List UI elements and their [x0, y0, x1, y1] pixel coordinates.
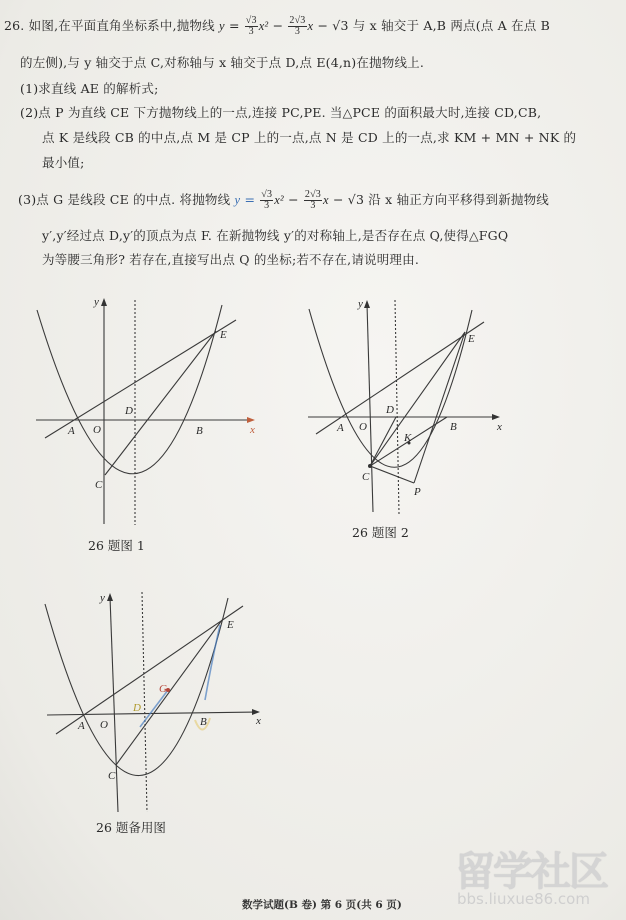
watermark-logo-text: 留学社区	[455, 849, 607, 895]
question-number: 26.	[4, 18, 25, 33]
figure-3-caption: 26 题备用图	[96, 820, 166, 835]
part-3-line-1: (3)点 G 是线段 CE 的中点. 将抛物线 y = $\frac{√3}{3}$ x² − $\frac{2√3}{3}$ x − √3 沿 x 轴正方向平移得到新抛物线	[18, 189, 549, 211]
part-2-line-1: (2)点 P 为直线 CE 下方抛物线上的一点,连接 PC,PE. 当△PCE 的面积最大时,连接 CD,CB,	[20, 105, 542, 120]
figure-1-caption: 26 题图 1	[88, 538, 145, 553]
part-2-line-2: 点 K 是线段 CB 的中点,点 M 是 CP 上的一点,点 N 是 CD 上的一点,求 KM + MN + NK 的	[42, 130, 577, 145]
part-3-line-2: y′,y′经过点 D,y′的顶点为点 F. 在新抛物线 y′的对称轴上,是否存在点 Q,使得△FGQ	[42, 228, 509, 243]
part-2-line-3: 最小值;	[42, 155, 85, 170]
figure-2-caption: 26 题图 2	[352, 525, 409, 540]
question-line-2: 的左侧),与 y 轴交于点 C,对称轴与 x 轴交于点 D,点 E(4,n)在抛物线上.	[20, 55, 425, 70]
fraction-b: $\frac{2√3}{3}$	[289, 15, 306, 37]
watermark	[455, 850, 620, 910]
page-footer: 数学试题(B 卷) 第 6 页(共 6 页)	[242, 899, 402, 911]
part-1: (1)求直线 AE 的解析式;	[20, 81, 159, 96]
fraction-a: $\frac{√3}{3}$	[245, 15, 257, 37]
watermark-url: bbs.liuxue86.com	[457, 890, 590, 908]
question-line-1: 26. 如图,在平面直角坐标系中,抛物线 y = $\frac{√3}{3}$ x² − $\frac{2√3}{3}$ x − √3 与 x 轴交于 A,B 两点(点 A 在点 B	[4, 15, 551, 37]
part-3-line-3: 为等腰三角形? 若存在,直接写出点 Q 的坐标;若不存在,请说明理由.	[42, 252, 420, 267]
